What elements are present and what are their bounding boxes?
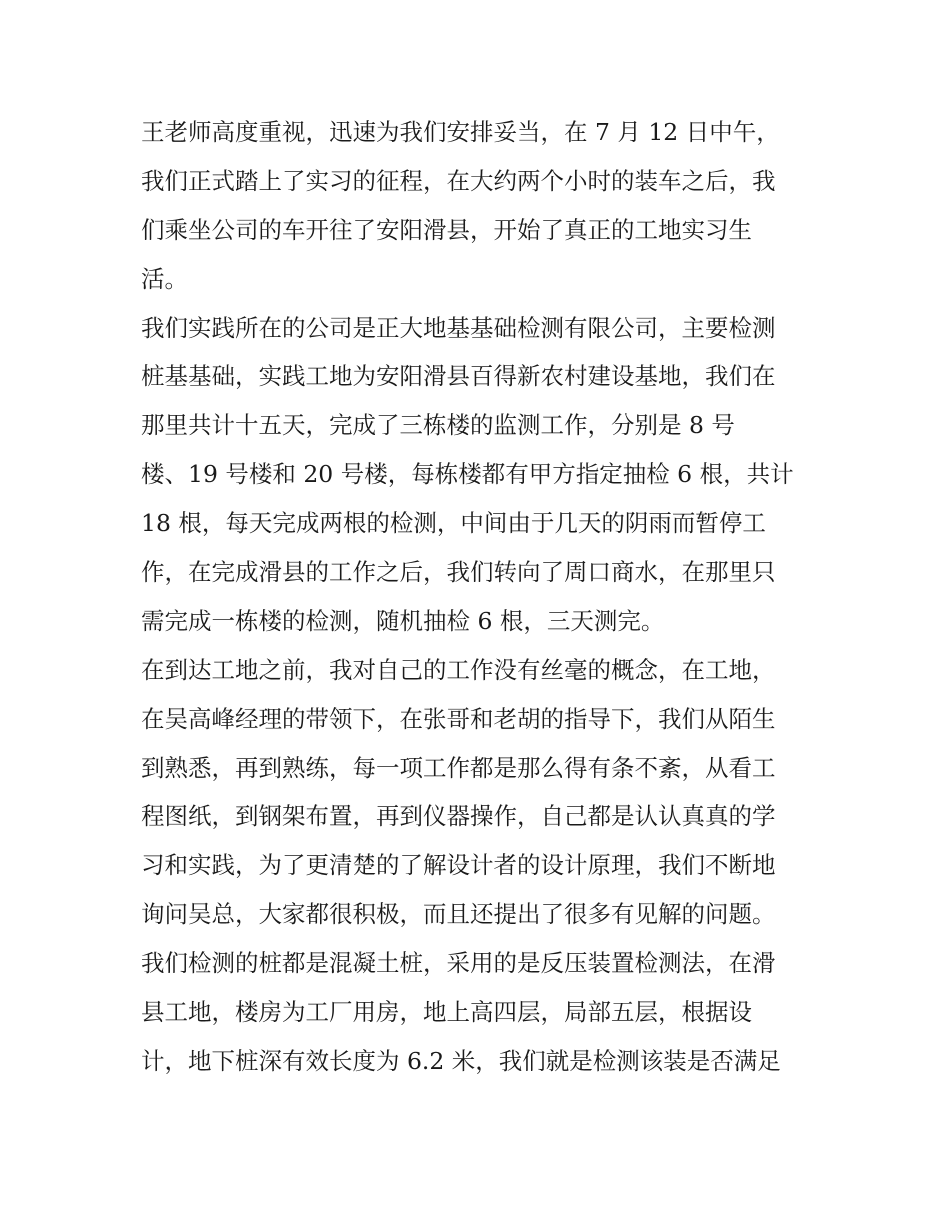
text-line: 询问吴总，大家都很积极，而且还提出了很多有见解的问题。 bbox=[141, 900, 776, 929]
text-line: 作，在完成滑县的工作之后，我们转向了周口商水，在那里只 bbox=[141, 558, 776, 587]
text-line: 我们正式踏上了实习的征程，在大约两个小时的装车之后，我 bbox=[141, 166, 776, 195]
text-line: 习和实践，为了更清楚的了解设计者的设计原理，我们不断地 bbox=[141, 851, 776, 880]
text-line: 那里共计十五天，完成了三栋楼的监测工作，分别是 8 号 bbox=[141, 411, 735, 440]
document-body bbox=[141, 108, 821, 1086]
text-line: 活。 bbox=[141, 264, 188, 293]
text-line: 县工地，楼房为工厂用房，地上高四层，局部五层，根据设 bbox=[141, 998, 752, 1027]
text-line: 王老师高度重视，迅速为我们安排妥当，在 7 月 12 日中午， bbox=[141, 118, 780, 146]
text-line: 18 根，每天完成两根的检测，中间由于几天的阴雨而暂停工 bbox=[141, 509, 766, 538]
text-line: 我们检测的桩都是混凝土桩，采用的是反压装置检测法，在滑 bbox=[141, 949, 776, 978]
text-line: 楼、19 号楼和 20 号楼，每栋楼都有甲方指定抽检 6 根，共计 bbox=[141, 460, 794, 489]
text-line: 程图纸，到钢架布置，再到仪器操作，自己都是认认真真的学 bbox=[141, 802, 776, 831]
text-line: 们乘坐公司的车开往了安阳滑县，开始了真正的工地实习生 bbox=[141, 215, 752, 244]
text-line: 桩基基础，实践工地为安阳滑县百得新农村建设基地，我们在 bbox=[141, 362, 776, 391]
text-line: 计，地下桩深有效长度为 6.2 米，我们就是检测该装是否满足 bbox=[141, 1046, 781, 1075]
text-line: 在到达工地之前，我对自己的工作没有丝毫的概念，在工地， bbox=[141, 655, 776, 684]
text-line: 到熟悉，再到熟练，每一项工作都是那么得有条不紊，从看工 bbox=[141, 753, 776, 782]
text-line: 需完成一栋楼的检测，随机抽检 6 根，三天测完。 bbox=[141, 606, 665, 635]
text-line: 在吴高峰经理的带领下，在张哥和老胡的指导下，我们从陌生 bbox=[141, 704, 776, 733]
text-line: 我们实践所在的公司是正大地基基础检测有限公司，主要检测 bbox=[141, 313, 776, 342]
